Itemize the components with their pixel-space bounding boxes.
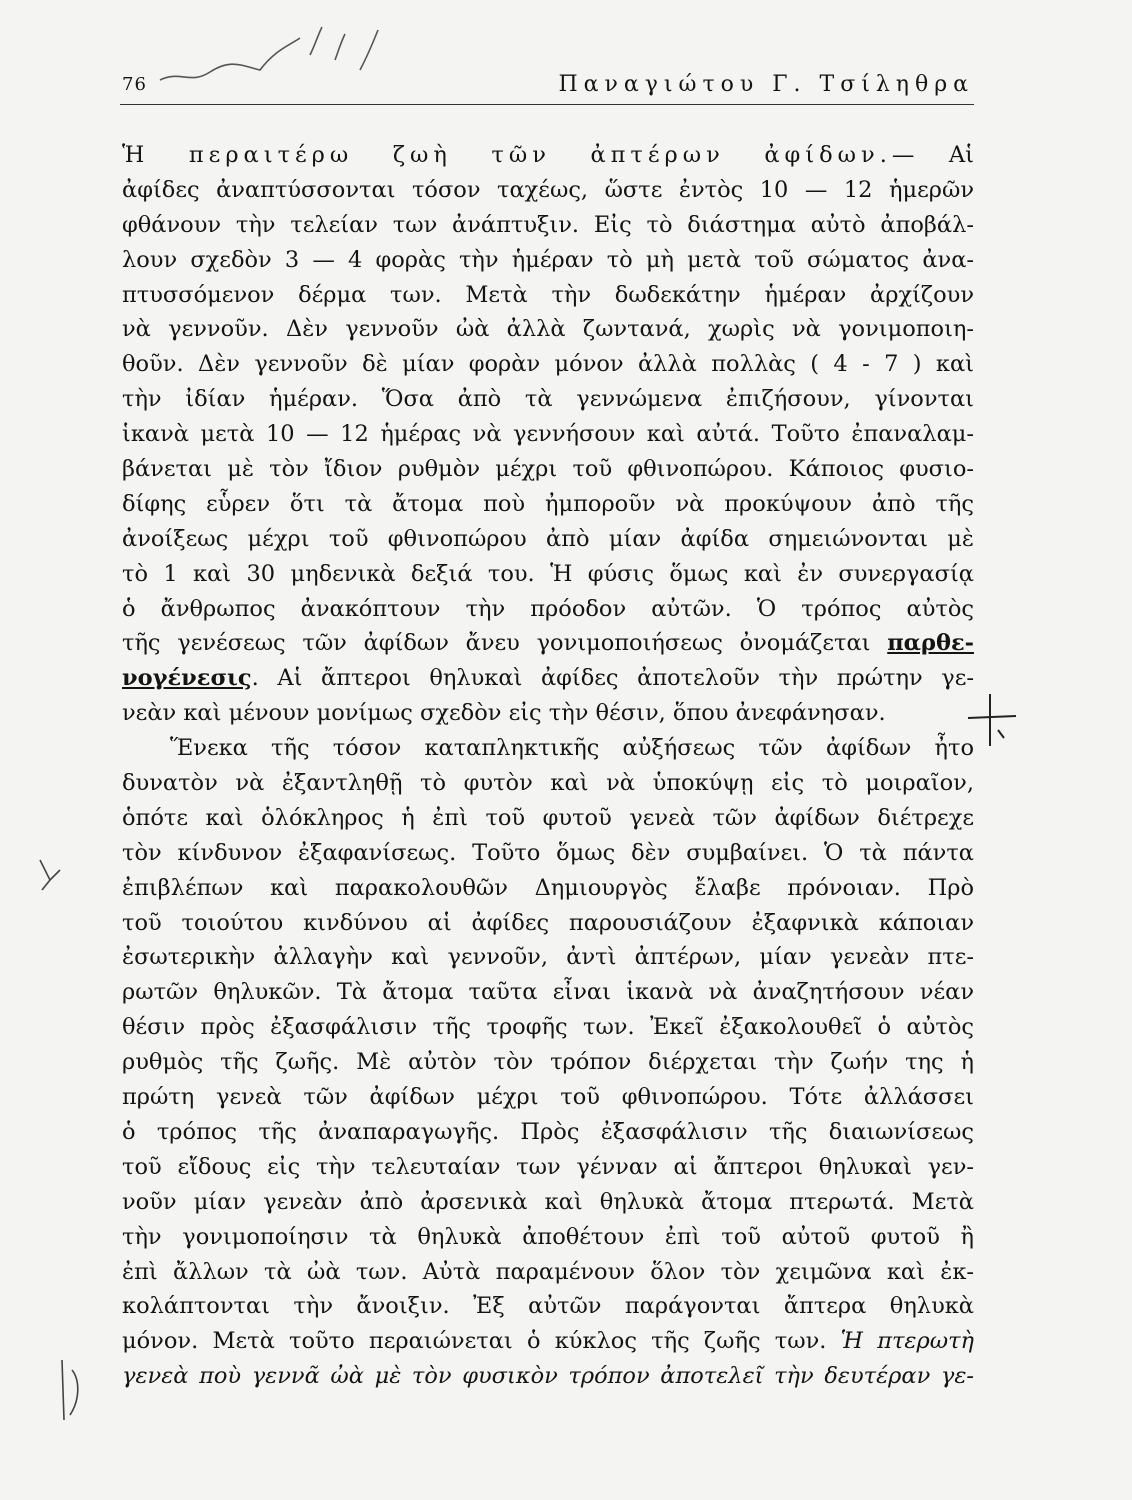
text-line: φθάνουν τὴν τελείαν των ἀνάπτυξιν. Εἰς τὸ διάστημα αὐτὸ ἀποβάλ-: [122, 211, 974, 238]
text-line: ὁπότε καὶ ὁλόκληρος ἡ ἐπὶ τοῦ φυτοῦ γενεὰ τῶν ἀφίδων διέτρεχε: [122, 804, 974, 831]
text-line: νοῦν μίαν γενεὰν ἀπὸ ἀρσενικὰ καὶ θηλυκὰ ἄτομα πτερωτά. Μετὰ: [122, 1188, 974, 1215]
text-line: ἀφίδες ἀναπτύσσονται τόσον ταχέως, ὥστε ἐντὸς 10 — 12 ἡμερῶν: [122, 176, 974, 203]
text-line: Ἡ περαιτέρω ζωὴ τῶν ἀπτέρων ἀφίδων.— Αἱ: [122, 142, 974, 168]
text-line: τὸ 1 καὶ 30 μηδενικὰ δεξιά του. Ἡ φύσις ὅμως καὶ ἐν συνεργασίᾳ: [122, 560, 974, 587]
body-text: [122, 138, 974, 1394]
text-line: τὸν κίνδυνον ἐξαφανίσεως. Τοῦτο ὅμως δὲν συμβαίνει. Ὁ τὰ πάντα: [122, 839, 974, 866]
text-line: ἐπιβλέπων καὶ παρακολουθῶν Δημιουργὸς ἔλαβε πρόνοιαν. Πρὸ: [122, 874, 974, 901]
text-line: ἱκανὰ μετὰ 10 — 12 ἡμέρας νὰ γεννήσουν καὶ αὐτά. Τοῦτο ἐπαναλαμ-: [122, 421, 974, 448]
text-line: μόνον. Μετὰ τοῦτο περαιώνεται ὁ κύκλος τῆς ζωῆς των. Ἡ πτερωτὴ: [122, 1328, 975, 1355]
margin-pencil-mark: [30, 850, 70, 900]
text-line: τοῦ τοιούτου κινδύνου αἱ ἀφίδες παρουσιάζουν ἐξαφνικὰ κάποιαν: [122, 909, 974, 936]
text-line: δυνατὸν νὰ ἐξαντληθῇ τὸ φυτὸν καὶ νὰ ὑποκύψῃ εἰς τὸ μοιραῖον,: [122, 770, 974, 797]
text-line: ὁ τρόπος τῆς ἀναπαραγωγῆς. Πρὸς ἐξασφάλισιν τῆς διαιωνίσεως: [122, 1118, 974, 1145]
text-line: πτυσσόμενον δέρμα των. Μετὰ τὴν δωδεκάτην ἡμέραν ἀρχίζουν: [122, 281, 974, 308]
text-line: θοῦν. Δὲν γεννοῦν δὲ μίαν φορὰν μόνον ἀλλὰ πολλὰς ( 4 - 7 ) καὶ: [122, 351, 974, 378]
paragraph-start: Ἕνεκα τῆς τόσον καταπληκτικῆς αὐξήσεως τῶν ἀφίδων ἦτο: [170, 735, 974, 762]
text-line: ὁ ἄνθρωπος ἀνακόπτουν τὴν πρόοδον αὐτῶν. Ὁ τρόπος αὐτὸς: [122, 595, 974, 622]
text-line: ρωτῶν θηλυκῶν. Τὰ ἄτομα ταῦτα εἶναι ἱκανὰ νὰ ἀναζητήσουν νέαν: [122, 979, 974, 1006]
page-number: 76: [122, 74, 147, 95]
text-line: νεὰν καὶ μένουν μονίμως σχεδὸν εἰς τὴν θέσιν, ὅπου ἀνεφάνησαν.: [122, 700, 886, 727]
text-line: δίφης εὗρεν ὅτι τὰ ἄτομα ποὺ ἠμποροῦν νὰ προκύψουν ἀπὸ τῆς: [122, 490, 974, 517]
text-line: θέσιν πρὸς ἐξασφάλισιν τῆς τροφῆς των. Ἐκεῖ ἐξακολουθεῖ ὁ αὐτὸς: [122, 1014, 974, 1041]
text-line: πρώτη γενεὰ τῶν ἀφίδων μέχρι τοῦ φθινοπώρου. Τότε ἀλλάσσει: [122, 1084, 974, 1111]
text-line: τὴν γονιμοποίησιν τὰ θηλυκὰ ἀποθέτουν ἐπὶ τοῦ αὐτοῦ φυτοῦ ἢ: [122, 1223, 974, 1250]
handwritten-scribble: [150, 10, 410, 100]
margin-pencil-mark-2: [50, 1350, 90, 1430]
italic-sentence-start: Ἡ πτερωτὴ: [840, 1328, 975, 1355]
header-rule: [120, 104, 974, 105]
text-line: ἀνοίξεως μέχρι τοῦ φθινοπώρου ἀπὸ μίαν ἀφίδα σημειώνονται μὲ: [122, 525, 974, 552]
text-line: τῆς γενέσεως τῶν ἀφίδων ἄνευ γονιμοποιήσεως ὀνομάζεται παρθε-: [122, 630, 974, 657]
text-line: νὰ γεννοῦν. Δὲν γεννοῦν ὠὰ ἀλλὰ ζωντανά, χωρὶς νὰ γονιμοποιη-: [122, 316, 974, 343]
text-line: νογένεσις. Αἱ ἄπτεροι θηλυκαὶ ἀφίδες ἀποτελοῦν τὴν πρώτην γε-: [122, 665, 974, 692]
term-parthenogenesis: παρθε-: [887, 630, 974, 657]
text-line: ἐπὶ ἄλλων τὰ ὠὰ των. Αὐτὰ παραμένουν ὅλον τὸν χειμῶνα καὶ ἐκ-: [122, 1258, 974, 1285]
text-line: ρυθμὸς τῆς ζωῆς. Μὲ αὐτὸν τὸν τρόπον διέρχεται τὴν ζωήν της ἡ: [122, 1049, 974, 1076]
text-line: τὴν ἰδίαν ἡμέραν. Ὅσα ἀπὸ τὰ γεννώμενα ἐπιζήσουν, γίνονται: [122, 386, 974, 413]
section-heading: Ἡ περαιτέρω ζωὴ τῶν ἀπτέρων ἀφίδων.: [122, 142, 892, 168]
text-line: ἐσωτερικὴν ἀλλαγὴν καὶ γεννοῦν, ἀντὶ ἀπτέρων, μίαν γενεὰν πτε-: [122, 944, 974, 971]
term-parthenogenesis-cont: νογένεσις: [122, 665, 252, 692]
running-title: Παναγιώτου Γ. Τσίληθρα: [558, 72, 974, 97]
text-line: κολάπτονται τὴν ἄνοιξιν. Ἐξ αὐτῶν παράγονται ἄπτερα θηλυκὰ: [122, 1293, 974, 1320]
text-line: βάνεται μὲ τὸν ἴδιον ρυθμὸν μέχρι τοῦ φθινοπώρου. Κάποιος φυσιο-: [122, 456, 974, 483]
text-line-italic: γενεὰ ποὺ γεννᾶ ὠὰ μὲ τὸν φυσικὸν τρόπον ἀποτελεῖ τὴν δευτέραν γε-: [122, 1363, 974, 1390]
text-line: τοῦ εἴδους εἰς τὴν τελευταίαν των γένναν αἱ ἄπτεροι θηλυκαὶ γεν-: [122, 1153, 974, 1180]
text-line: λουν σχεδὸν 3 — 4 φορὰς τὴν ἡμέραν τὸ μὴ μετὰ τοῦ σώματος ἀνα-: [122, 246, 974, 273]
